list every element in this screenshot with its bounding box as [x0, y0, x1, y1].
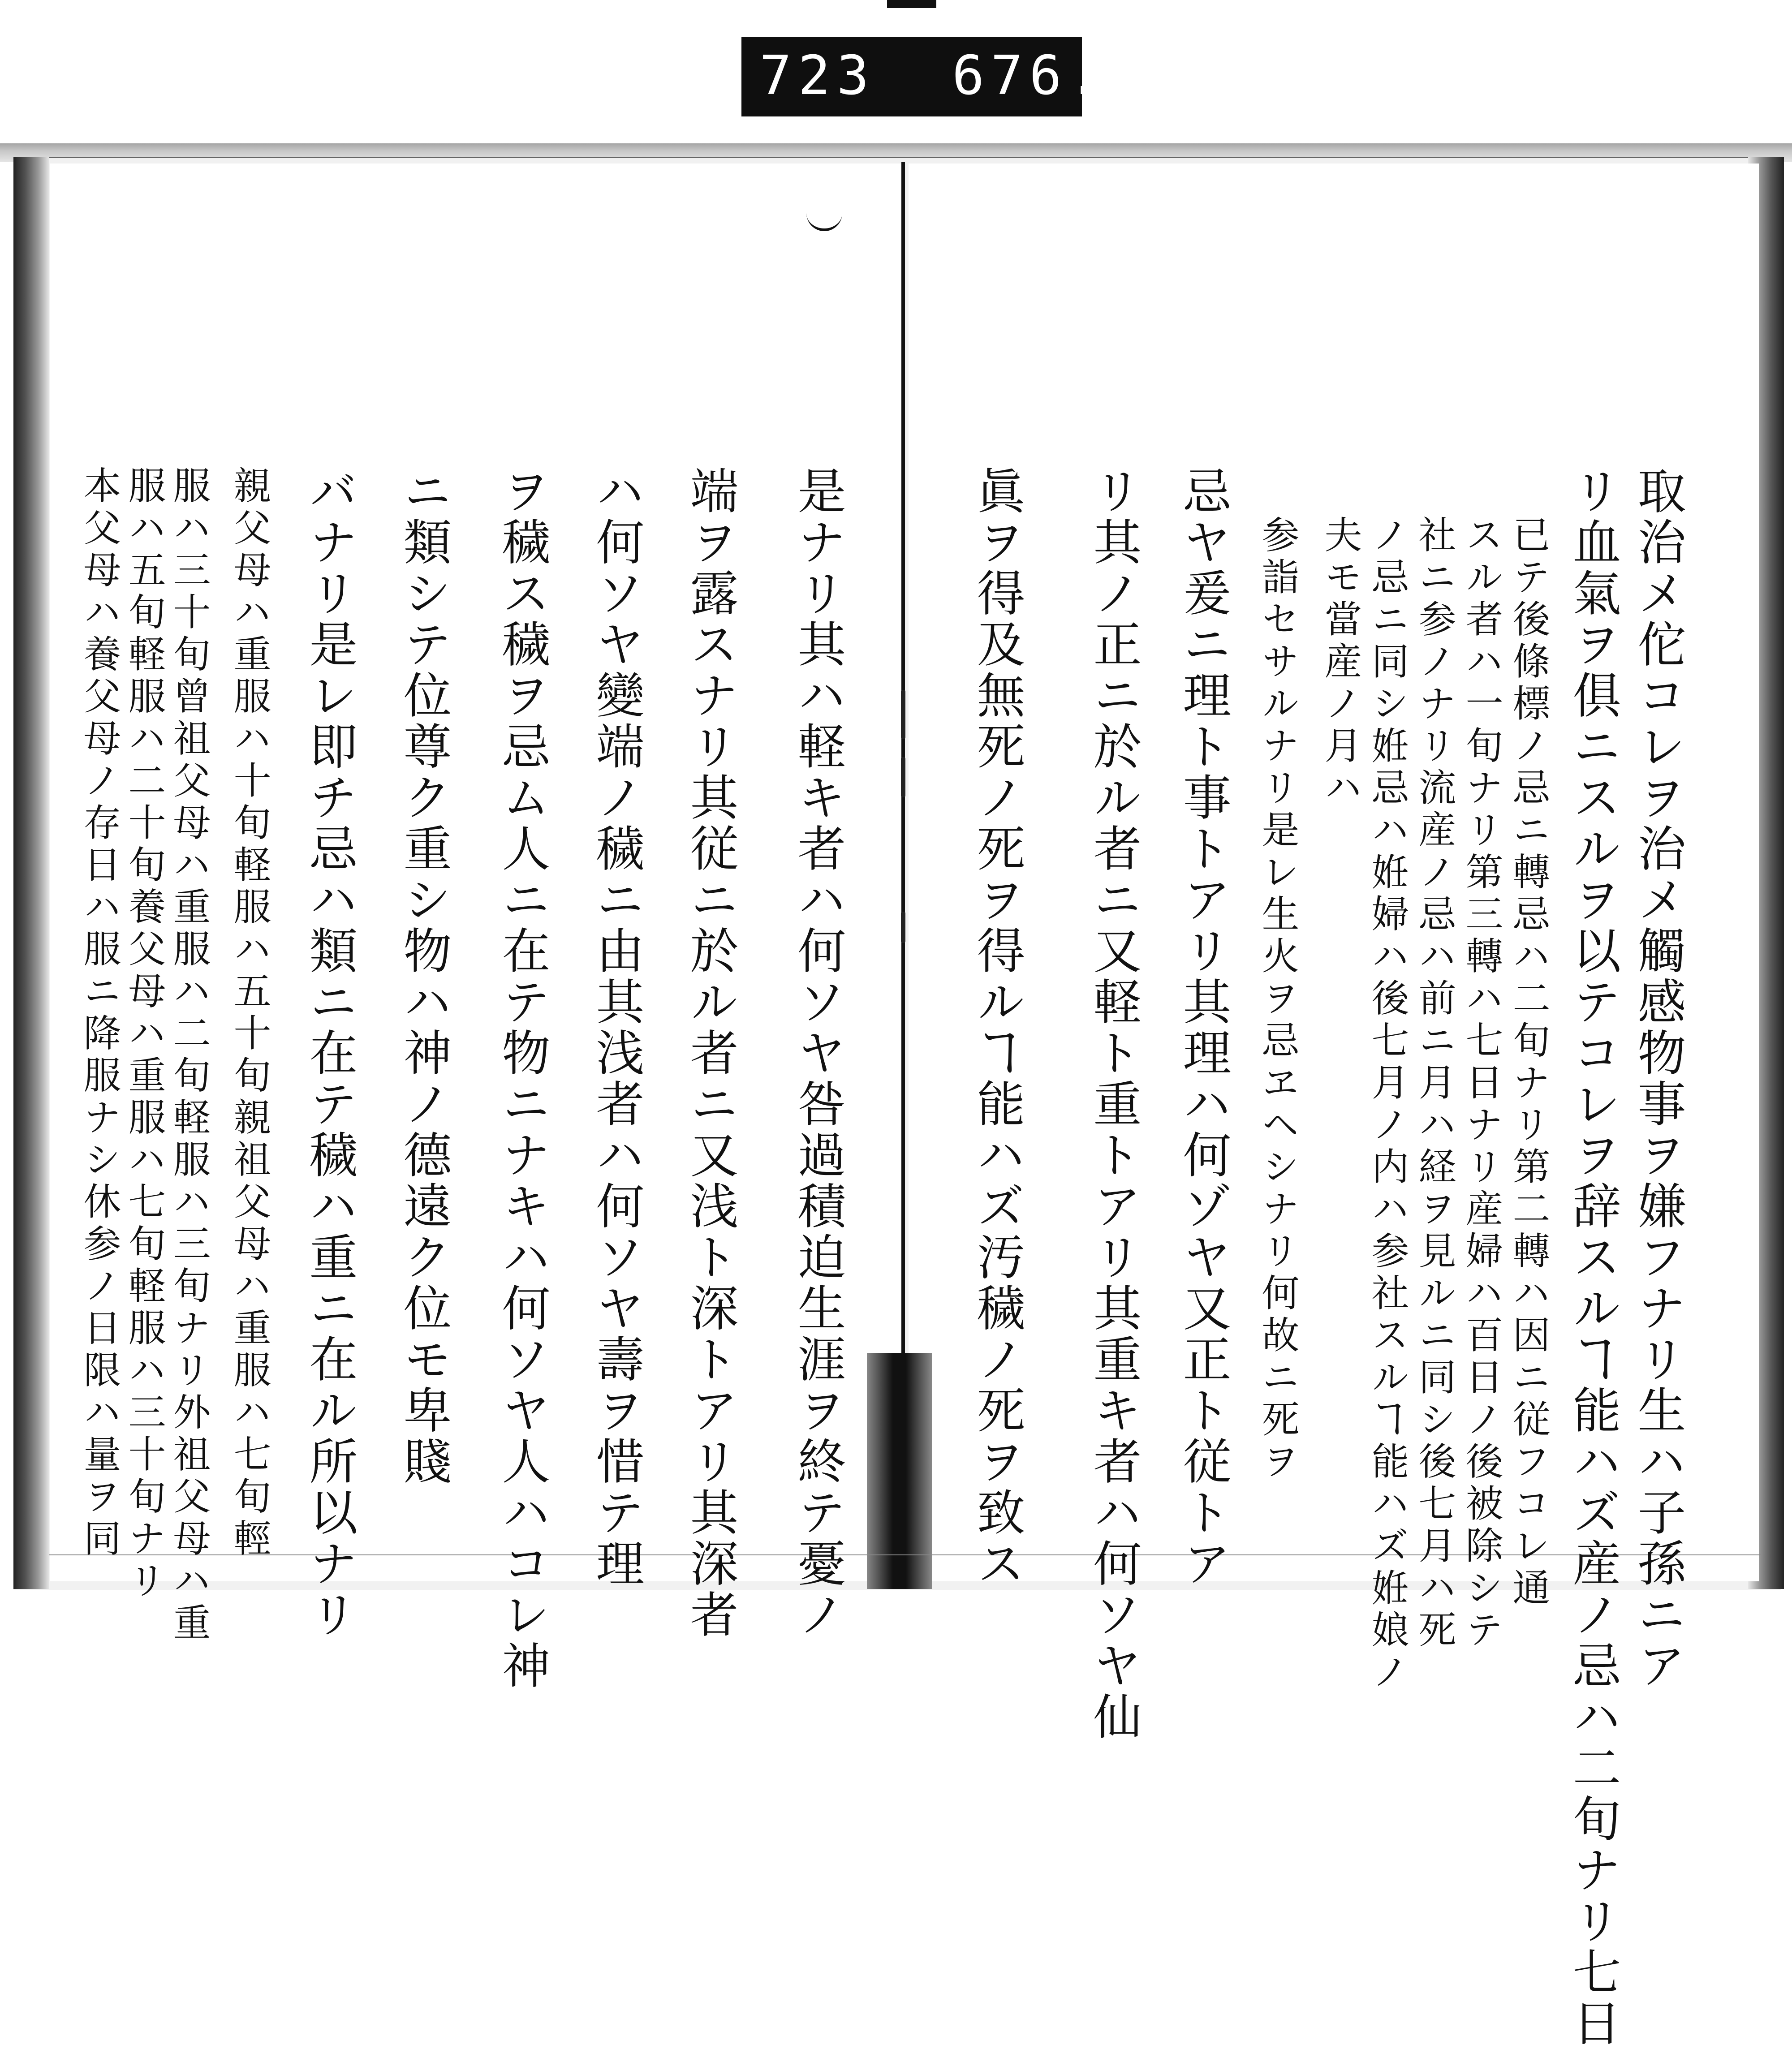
binding-stitch — [901, 912, 905, 943]
text-column: 親父母ハ重服ハ十旬軽服ハ五十旬親祖父母ハ重服ハ七旬輕 — [228, 466, 271, 1561]
text-column: バナリ是レ即チ忌ハ類ニ在テ穢ハ重ニ在ル所以ナリ — [301, 466, 357, 1640]
text-column: 服ハ三十旬曾祖父母ハ重服ハ二旬軽服ハ三旬ナリ外祖父母ハ重 — [167, 466, 211, 1645]
text-column: 服ハ五旬軽服ハ二十旬養父母ハ重服ハ七旬軽服ハ三十旬ナリ — [122, 466, 166, 1603]
text-column: リ血氣ヲ俱ニスルヲ以テコレヲ辞スルヿ能ハズ産ノ忌ハ二旬ナリ七日 — [1564, 466, 1620, 2049]
text-column: リ其ノ正ニ於ル者ニ又軽ト重トアリ其重キ者ハ何ソヤ仙 — [1085, 466, 1141, 1743]
text-column: 眞ヲ得及無死ノ死ヲ得ルヿ能ハズ汚穢ノ死ヲ致ス — [969, 466, 1025, 1589]
text-column: 夫モ當産ノ月ハ — [1318, 515, 1362, 810]
catalog-number-right: 676. — [952, 45, 1107, 107]
text-column: ニ類シテ位尊ク重シ物ハ神ノ德遠ク位モ卑賤 — [395, 466, 451, 1487]
text-column: 是ナリ其ハ軽キ者ハ何ソヤ咎過積迫生涯ヲ終テ憂ノ — [789, 466, 845, 1640]
catalog-label — [741, 37, 1107, 116]
text-column: 社ニ参ノナリ流産ノ忌ハ前ニ月ハ経ヲ見ルニ同シ後七月ハ死 — [1413, 515, 1456, 1652]
text-column: 已テ後條標ノ忌ニ轉忌ハ二旬ナリ第二轉ハ因ニ従フコレ通 — [1507, 515, 1551, 1610]
text-column: ヲ穢ス穢ヲ忌ム人ニ在テ物ニナキハ何ソヤ人ハコレ神 — [494, 466, 550, 1692]
text-column: ノ忌ニ同シ姙忌ハ姙婦ハ後七月ノ内ハ参社スルヿ能ハズ姙娘ノ — [1366, 515, 1409, 1694]
text-column: 本父母ハ養父母ノ存日ハ服ニ降服ナシ休参ノ日限ハ量ヲ同 — [78, 466, 121, 1561]
text-column: 忌ヤ爰ニ理ト事トアリ其理ハ何ゾヤ又正ト従トア — [1175, 466, 1231, 1589]
binding-bottom — [867, 1353, 932, 1589]
text-column: スル者ハ一旬ナリ第三轉ハ七日ナリ産婦ハ百日ノ後被除シテ — [1460, 515, 1503, 1652]
left-cover-edge — [13, 157, 49, 1589]
text-column: 取治メ佗コレヲ治メ觸感物事ヲ嫌フナリ生ハ子孫ニア — [1629, 466, 1685, 1692]
text-column: ハ何ソヤ變端ノ穢ニ由其浅者ハ何ソヤ壽ヲ惜テ理 — [588, 466, 644, 1589]
binding-stitch — [901, 757, 905, 797]
catalog-number-left: 723 — [759, 45, 875, 107]
binding-stitch — [901, 690, 905, 739]
text-column: 参詣セサルナリ是レ生火ヲ忌ヱヘシナリ何故ニ死ヲ — [1256, 515, 1300, 1484]
text-column: 端ヲ露スナリ其従ニ於ル者ニ又浅ト深トアリ其深者 — [682, 466, 738, 1640]
top-clip — [887, 0, 936, 8]
